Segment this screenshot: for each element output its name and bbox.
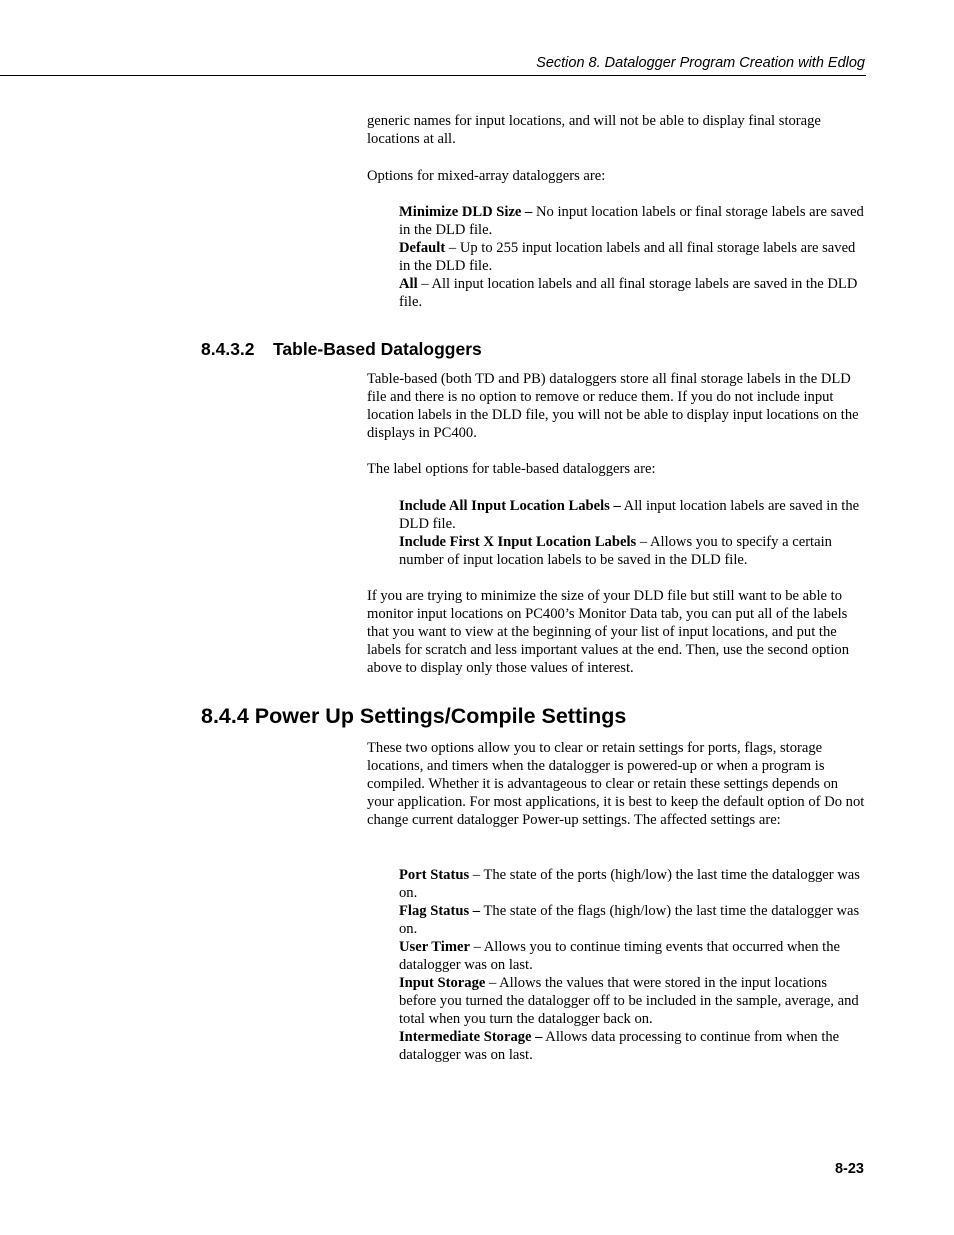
- paragraph-table-2: [367, 460, 867, 478]
- paragraph-power-1: [367, 739, 867, 829]
- option-desc: Allows data processing to continue from when the datalogger was on last.: [399, 1029, 840, 1063]
- mixed-options-list: [399, 203, 867, 311]
- option-desc: – The state of the ports (high/low) the last time the datalogger was on.: [399, 867, 860, 901]
- option-desc: The state of the flags (high/low) the last time the datalogger was on.: [399, 903, 860, 937]
- option-term: User Timer: [399, 939, 470, 955]
- paragraph-text: The label options for table-based dataloggers are:: [367, 461, 656, 477]
- section-heading-8432: [201, 339, 482, 360]
- list-item: [399, 203, 867, 239]
- paragraph-text: generic names for input locations, and will not be able to display final storage locations at all.: [367, 113, 821, 147]
- list-item: [399, 1028, 867, 1064]
- paragraph-mixed-intro: [367, 167, 867, 185]
- section-heading-844: 8.4.4 Power Up Settings/Compile Settings: [201, 704, 627, 728]
- paragraph-intro: [367, 112, 867, 148]
- list-item: [399, 938, 867, 974]
- option-term: Include All Input Location Labels –: [399, 498, 621, 514]
- option-desc: No input location labels or final storage labels are saved in the DLD file.: [399, 204, 864, 238]
- option-desc: – Allows you to continue timing events that occurred when the datalogger was on last.: [399, 939, 840, 973]
- paragraph-table-3: [367, 587, 867, 677]
- option-desc: – All input location labels and all final storage labels are saved in the DLD file.: [399, 276, 858, 310]
- option-term: All: [399, 276, 418, 292]
- option-desc: – Up to 255 input location labels and all final storage labels are saved in the DLD file.: [399, 240, 856, 274]
- running-header: Section 8. Datalogger Program Creation with Edlog: [536, 55, 865, 71]
- section-title: Table-Based Dataloggers: [273, 339, 482, 359]
- page-number: 8-23: [834, 1161, 864, 1177]
- list-item: [399, 533, 867, 569]
- list-item: [399, 866, 867, 902]
- list-item: [399, 902, 867, 938]
- option-term: Intermediate Storage –: [399, 1029, 543, 1045]
- list-item: [399, 239, 867, 275]
- option-term: Minimize DLD Size –: [399, 204, 533, 220]
- power-options-list: [399, 866, 867, 1064]
- option-term: Flag Status –: [399, 903, 481, 919]
- list-item: [399, 974, 867, 1028]
- paragraph-text: Table-based (both TD and PB) dataloggers store all final storage labels in the DLD file and there is no option to remove or reduce them. If you do not include input location labels in the DLD file, you will not be able to display input locations on the displays in PC400.: [367, 371, 859, 441]
- option-term: Port Status: [399, 867, 470, 883]
- option-term: Include First X Input Location Labels: [399, 534, 637, 550]
- paragraph-text: These two options allow you to clear or retain settings for ports, flags, storage locations, and timers when the datalogger is powered-up or when a program is compiled. Whether it is advantageous to clear or retain these settings depends on your application. For most applications, it is best to keep the default option of Do not change current datalogger Power-up settings. The affected settings are:: [367, 740, 865, 828]
- paragraph-text: If you are trying to minimize the size of your DLD file but still want to be able to monitor input locations on PC400’s Monitor Data tab, you can put all of the labels that you want to view at the beginning of your list of input locations, and put the labels for scratch and less important values at the end. Then, use the second option above to display only those values of interest.: [367, 588, 849, 676]
- list-item: [399, 497, 867, 533]
- header-rule: [0, 75, 866, 76]
- option-desc: All input location labels are saved in the DLD file.: [399, 498, 860, 532]
- option-term: Input Storage: [399, 975, 486, 991]
- list-item: [399, 275, 867, 311]
- paragraph-text: Options for mixed-array dataloggers are:: [367, 168, 606, 184]
- option-desc: – Allows you to specify a certain number of input location labels to be saved in the DLD file.: [399, 534, 832, 568]
- section-number: 8.4.3.2: [201, 339, 255, 359]
- paragraph-table-1: [367, 370, 867, 442]
- option-term: Default: [399, 240, 446, 256]
- option-desc: – Allows the values that were stored in the input locations before you turned the datalogger off to be included in the sample, average, and total when you turn the datalogger back on.: [399, 975, 859, 1027]
- table-options-list: [399, 497, 867, 569]
